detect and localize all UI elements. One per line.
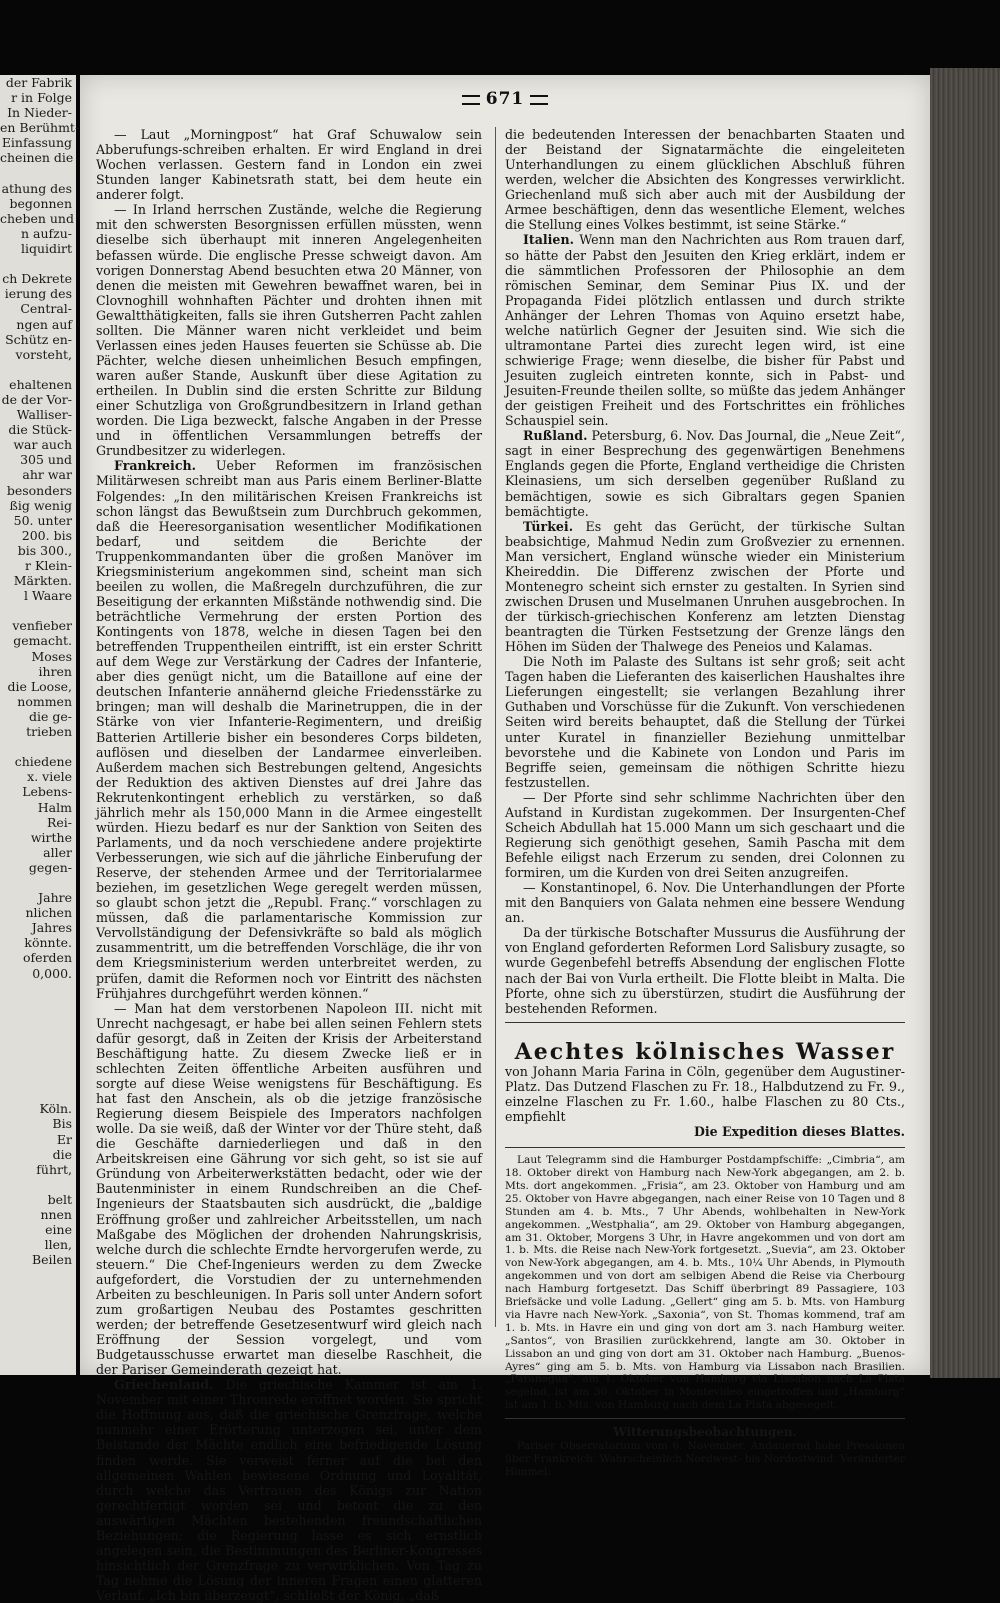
weather-title: Witterungsbeobachtungen. xyxy=(613,1425,797,1440)
article-reforms: Da der türkische Botschafter Mussurus die Ausführung der von England geforderten Reformen Lord Salisbury zusagte, so wurde Gegenbefehl betreffs Absendung der englischen Flotte nach der Bai von Vurla ertheilt. Die Flotte bleibt in Malta. Die Pforte, ohne sich zu überstürzen, studirt die Ausführung der bestehenden Reformen. xyxy=(505,925,905,1016)
margin-fragment: venfieber xyxy=(12,618,72,634)
margin-fragment: ierung des xyxy=(4,286,72,302)
margin-fragment: der Fabrik xyxy=(5,75,72,90)
section-heading: Italien. xyxy=(523,232,574,248)
margin-fragment xyxy=(0,875,76,890)
page-number: 671 xyxy=(430,89,580,109)
margin-fragment: chiedene xyxy=(14,754,72,770)
margin-fragment: en Berühmt- xyxy=(0,120,80,136)
margin-fragment: de der Vor- xyxy=(1,391,72,407)
margin-fragment xyxy=(0,996,76,1011)
margin-fragment: könnte. xyxy=(24,935,72,951)
margin-fragment: Köln. xyxy=(39,1101,72,1117)
margin-fragment: die xyxy=(52,1146,72,1162)
margin-fragment: cheben und xyxy=(0,210,74,226)
margin-fragment: Moses xyxy=(31,648,72,664)
article-sultan: Die Noth im Palaste des Sultans ist sehr groß; seit acht Tagen haben die Lieferanten des kaiserlichen Haushaltes ihre Lieferungen eingestellt; sie verlangen Bezahlung ihrer Guthaben und Vorschüsse für die Zukunft. Von verschiedenen Seiten wird bereits behauptet, daß die Stellung der Türkei unter Kuratel in finanzieller Beziehung unmittelbar bevorstehe und die Kabinete von London und Paris im Begriffe seien, gemeinsam die nöthigen Schritte hiezu festzustellen. xyxy=(505,654,905,790)
margin-fragment: 50. unter xyxy=(13,512,72,528)
article-napoleon: — Man hat dem verstorbenen Napoleon III. nicht mit Unrecht nachgesagt, er habe bei allen seinen Fehlern stets dafür gesorgt, daß in Zeiten der Krisis der Arbeiterstand Beschäftigung hatte. Zu diesem Zwecke ließ er in schlechten Zeiten öffentliche Arbeiten ausführen und sorgte auf diese Weise wenigstens für Beschäftigung. Es hat fast den Anschein, als ob die jetzige französische Regierung diesem Beispiele des Imperators nachfolgen wolle. Da sie weiß, daß der Winter vor der Thüre steht, daß die Geschäfte darniederliegen und daß in den Arbeitskreisen eine Gährung vor sich geht, so ist sie auf Gründung von Arbeiterwerkstätten bedacht, oder wie der Bautenminister in einem Rundschreiben an die Chef-Ingenieurs der Staatsbauten sich ausdrückt, die „baldige Eröffnung großer und zahlreicher Arbeitsstellen, um nach Maßgabe des Möglichen der drohenden Nahrungskrisis, welche durch die schlechte Erndte hervorgerufen werde, zu steuern.“ Die Chef-Ingenieurs werden zu dem Zwecke aufgefordert, die Vorstudien der zu unternehmenden Arbeiten zu beschleunigen. In Paris soll unter Andern sofort zum großartigen Neubau des Postamtes geschritten werden; der betreffende Gesetzesentwurf wird gleich nach Eröffnung der Session vorgelegt, und vom Budgetausschusse erwartet man dieselbe Raschheit, die der Pariser Gemeinderath gezeigt hat. xyxy=(96,1000,482,1378)
article-turkey: Türkei. Es geht das Gerücht, der türkische Sultan beabsichtige, Mahmud Nedin zum Großvezier zu ernennen. Man versichert, England wünsche wieder ein Ministerium Kheireddin. Die Differenz zwischen der Pforte und Montenegro scheint sich ernster zu gestalten. In Syrien sind zwischen Drusen und Muselmanen Unruhen ausgebrochen. In der türkisch-griechischen Konferenz am letzten Dienstag beantragten die Türken Festsetzung der Grenze längs den Höhen im Süden der Thalwege des Peneios und Kalamas. xyxy=(505,518,905,655)
margin-fragment: Jahres xyxy=(31,920,72,936)
margin-fragment: r in Folge xyxy=(11,90,72,106)
margin-fragment: die Stück- xyxy=(8,422,72,438)
margin-fragment: nommen xyxy=(17,693,72,709)
margin-fragment: cheinen die xyxy=(0,150,74,166)
separator xyxy=(505,1147,905,1148)
advert-body: von Johann Maria Farina in Cöln, gegenüber dem Augustiner-Platz. Das Dutzend Flaschen zu Fr. 18., Halbdutzend zu Fr. 9., einzelne Flaschen zu Fr. 1.60., halbe Flaschen zu 80 Cts., empfiehlt xyxy=(505,1063,905,1124)
column-divider xyxy=(495,127,496,1327)
margin-fragment: In Nieder- xyxy=(7,105,72,121)
margin-fragment: gegen- xyxy=(28,859,72,875)
book-edge xyxy=(930,68,1000,1378)
margin-fragment: Walliser- xyxy=(16,407,72,423)
advert-signature: Die Expedition dieses Blattes. xyxy=(693,1124,905,1139)
margin-fragment: führt, xyxy=(36,1161,72,1177)
margin-fragment: 305 und xyxy=(20,452,72,468)
margin-fragment: x. viele xyxy=(27,769,72,785)
margin-fragment: ngen auf xyxy=(16,316,72,332)
margin-fragment xyxy=(0,256,76,271)
margin-fragment xyxy=(0,603,76,618)
margin-fragment: 0,000. xyxy=(32,965,72,981)
margin-fragment: Märkten. xyxy=(13,573,72,589)
margin-fragment: bis 300., xyxy=(17,542,72,558)
margin-fragment: Schütz en- xyxy=(5,331,72,347)
margin-fragment: Jahre xyxy=(38,890,72,906)
margin-fragment: nnen xyxy=(40,1207,72,1223)
margin-fragment: wirthe xyxy=(30,829,72,845)
margin-fragment: begonnen xyxy=(9,195,72,211)
margin-fragment: ßig wenig xyxy=(9,497,72,513)
margin-fragment: gemacht. xyxy=(13,633,72,649)
margin-fragment: 200. bis xyxy=(21,527,72,543)
margin-fragment xyxy=(0,1026,76,1041)
margin-fragment: ahr war xyxy=(22,467,72,483)
article-kurdistan: — Der Pforte sind sehr schlimme Nachrichten über den Aufstand in Kurdistan zugekommen. Der Insurgenten-Chef Scheich Abdullah hat 15.000 Mann um sich geschaart und die Regierung sich genöthigt gesehen, Samih Pascha mit dem Befehle eiligst nach Erzerum zu senden, drei Colonnen zu formiren, um die Kurden von drei Seiten anzugreifen. xyxy=(505,789,905,881)
article-greece: Griechenland. Die griechische Kammer ist am 1. November mit einer Thronrede eröffnet worden. Sie spricht die Hoffnung aus, daß die griechische Grenzfrage, welche nunmehr einer Erörterung unterzogen sei, unter dem Beistande der Mächte endlich eine befriedigende Lösung finden werde. Sie verweist ferner auf die bei den allgemeinen Wahlen bewiesene Ordnung und Loyalität, durch welche das Vertrauen des Königs zur Nation gerechtfertigt worden sei und betont die zu den auswärtigen Mächten bestehenden freundschaftlichen Beziehungen; die Regierung lasse es sich ernstlich angelegen sein, die Bestimmungen des Berliner-Kongresses hinsichtlich der Grenzfrage zu verwirklichen. Von Tag zu Tag nehme die Lösung der inneren Fragen einen glatteren Verlauf. „Ich bin überzeugt“, schließt der König, „daß xyxy=(96,1377,482,1603)
margin-fragment: trieben xyxy=(26,724,72,740)
shipping-telegram: Laut Telegramm sind die Hamburger Postdampfschiffe: „Cimbria“, am 18. Oktober direkt von Hamburg nach New-York abgegangen, am 2. b. Mts. dort angekommen. „Frisia“, am 23. Oktober von Hamburg und am 25. Oktober von Havre abgegangen, nach einer Reise von 10 Tagen und 8 Stunden am 4. b. Mts., 7 Uhr Abends, wohlbehalten in New-York angekommen. „Westphalia“, am 29. Oktober von Hamburg abgegangen, am 31. Oktober, Morgens 3 Uhr, in Havre angekommen und von dort am 1. b. Mts. die Reise nach New-York fortgesetzt. „Suevia“, am 23. Oktober von New-York abgegangen, am 4. b. Mts., 10¼ Uhr Abends, in Plymouth angekommen und von dort am selbigen Abend die Reise via Cherbourg nach Hamburg fortgesetzt. Das Schiff überbringt 89 Passagiere, 103 Briefsäcke und volle Ladung. „Gellert“ ging am 5. b. Mts. von Hamburg via Havre nach New-York. „Saxonia“, von St. Thomas kommend, traf am 1. b. Mts. in Havre ein und ging von dort am 3. nach Hamburg weiter. „Santos“, von Brasilien zurückkehrend, langte am 30. Oktober in Lissabon an und ging von dort am 31. Oktober nach Hamburg. „Buenos-Ayres“ ging am 5. b. Mts. von Hamburg via Lissabon nach Brasilien. „Paranagua“, am 1. Oktober von Hamburg via Lissabon nach La Plata segelnd, ist am 30. Oktober in Montevideo eingetroffen und „Hamburg“ ist am 1. b. Mts. von Hamburg nach dem La Plata abgesegelt. xyxy=(505,1154,905,1412)
margin-fragment: n aufzu- xyxy=(20,225,72,241)
margin-fragment xyxy=(0,166,76,181)
margin-fragment: nlichen xyxy=(25,905,72,921)
article-greece-cont: die bedeutenden Interessen der benachbarten Staaten und der Beistand der Signatarmächte die eingeleiteten Unterhandlungen zu einem glücklichen Abschluß führen werden, welcher die Absichten des Kongresses verwirklicht. Griechenland muß sich aber auch mit der Ausbildung der Armee beschäftigen, denn das wesentliche Element, welches die Stellung eines Volkes bestimmt, ist seine Stärke.“ xyxy=(505,127,905,233)
margin-fragment xyxy=(0,1056,76,1071)
margin-fragment: vorsteht, xyxy=(15,346,72,362)
margin-fragment: besonders xyxy=(6,482,72,498)
margin-fragment xyxy=(0,1071,76,1086)
margin-fragment: oferden xyxy=(23,950,72,966)
article-italy: Italien. Wenn man den Nachrichten aus Rom trauen darf, so hätte der Pabst den Jesuiten den Krieg erklärt, indem er die sämmtlichen Professoren der Philosophie an dem römischen Seminar, dem Seminar Pius IX. und der Propaganda Fidei plötzlich entlassen und durch strikte Anhänger der Lehren Thomas von Aquino ersetzt habe, welche natürlich Gegner der Jesuiten sind. Wie sich die ultramontane Partei dies zurecht legen wird, ist eine schwierige Frage; wenn dieselbe, die bisher für Pabst und Jesuiten zugleich eintreten konnte, sich in Pabst- und Jesuiten-Freunde theilen sollte, so müßte das jedem Anhänger der geistigen Freiheit und des Fortschrittes ein fröhliches Schauspiel sein. xyxy=(505,232,905,429)
margin-fragment: ch Dekrete xyxy=(2,271,72,287)
margin-fragment: athung des xyxy=(1,180,72,196)
newspaper-page xyxy=(80,75,930,1603)
margin-fragment: Rei- xyxy=(46,814,72,830)
article-russia: Rußland. Petersburg, 6. Nov. Das Journal, die „Neue Zeit“, sagt in einer Besprechung des gegenwärtigen Benehmens Englands gegen die Pforte, England vertheidige die Christen Kleinasiens, um sich derselben gegenüber Rußland zu bemächtigen, sowie es sich Gibraltars gegen Spanien bemächtigte. xyxy=(505,428,905,519)
article-england-1: — Laut „Morningpost“ hat Graf Schuwalow sein Abberufungs-schreiben erhalten. Er wird England in drei Wochen verlassen. Gestern fand in London ein zwei Stunden langer Kabinetsrath statt, bei dem heute ein anderer folgt. xyxy=(96,127,482,203)
margin-fragment: llen, xyxy=(44,1237,72,1253)
margin-fragment xyxy=(0,739,76,754)
margin-fragment: ihren xyxy=(38,663,72,679)
margin-fragment: Einfassung xyxy=(1,135,72,151)
margin-fragment xyxy=(0,1177,76,1192)
margin-fragment: aller xyxy=(43,844,72,860)
section-heading: Griechenland. xyxy=(114,1377,214,1393)
margin-fragment xyxy=(0,1011,76,1026)
margin-fragment: liquidirt xyxy=(20,241,72,257)
column-right xyxy=(505,127,905,1479)
article-constantinople: — Konstantinopel, 6. Nov. Die Unterhandlungen der Pforte mit den Banquiers von Galata nehmen eine bessere Wendung an. xyxy=(505,880,905,926)
margin-fragment: ehaltenen xyxy=(9,376,72,392)
advert-title: Aechtes kölnisches Wasser xyxy=(514,1038,896,1065)
margin-fragment xyxy=(0,981,76,996)
margin-fragment: war auch xyxy=(13,437,72,453)
section-heading: Türkei. xyxy=(523,518,574,534)
margin-fragment: l Waare xyxy=(23,588,72,604)
margin-fragment: Halm xyxy=(37,799,72,815)
margin-fragment: Beilen xyxy=(31,1252,72,1268)
margin-fragment xyxy=(0,362,76,377)
margin-fragment: Bis xyxy=(52,1116,72,1132)
margin-fragment xyxy=(0,1041,76,1056)
margin-fragment: die Loose, xyxy=(7,678,72,694)
article-france: Frankreich. Ueber Reformen im französischen Militärwesen schreibt man aus Paris einem Berliner-Blatte Folgendes: „In den militärischen Kreisen Frankreichs ist schon längst das Bewußtsein zum Durchbruch gekommen, daß die Heeresorganisation wesentlicher Modifikationen bedarf, und seitdem die Berichte der Truppenkommandanten über die großen Manöver im Kriegsministerium angekommen sind, scheint man sich beeilen zu wollen, die Maßregeln durchzuführen, die zur Beseitigung der erkannten Mißstände nothwendig sind. Die beträchtliche Vermehrung der ersten Portion des Kontingents von 1878, welche in diesen Tagen bei den betreffenden Truppentheilen eintrifft, ist ein erster Schritt auf dem Wege zur Verstärkung der Cadres der Infanterie, aber dies genügt nicht, um die Bataillone auf eine der deutschen Infanterie annähernd gleiche Friedensstärke zu bringen; man will deshalb die Marinetruppen, die in der Stärke von vier Infanterie-Regimentern, und dreißig Batterien Artillerie bisher ein besonderes Corps bildeten, auflösen und dieselben der Landarmee einverleiben. Außerdem machen sich Bestrebungen geltend, Angesichts der Reduktion des aktiven Dienstes auf drei Jahre das Rekrutenkontingent erheblich zu verstärken, so daß jährlich mehr als 150,000 Mann in die Armee eingestellt würden. Hiezu bedarf es nur der Sanktion von Seiten des Parlaments, und da noch verschiedene andere projektirte Verbesserungen, wie sich auf die jährliche Einberufung der Reserve, der stehenden Armee und der Territorialarmee beziehen, im gesetzlichen Wege geregelt werden müssen, so glaubt schon jetzt die „Republ. Franç.“ vorschlagen zu müssen, daß die parlamentarische Kommission zur Vervollständigung der Defensivkräfte so bald als möglich zusammentritt, um die betreffenden Vorschläge, die ihr von dem Kriegsministerium werden unterbreitet werden, zu prüfen, damit die Reformen noch vor Eintritt des nächsten Frühjahres durchgeführt werden können.“ xyxy=(96,458,482,1001)
column-left xyxy=(96,127,482,1603)
article-ireland: — In Irland herrschen Zustände, welche die Regierung mit den schwersten Besorgnissen erfüllen müssten, wenn dieselbe sich überhaupt mit inneren Angelegenheiten befassen würde. Die englische Presse schweigt davon. Am vorigen Donnerstag Abend besuchten etwa 20 Männer, von denen die meisten mit Gewehren bewaffnet waren, bei in Clovnoghill wohnhaften Pächter und drohten ihnen mit Gewaltthätigkeiten, falls sie ihren Gutsherren Pacht zahlen sollten. Die Männer waren nicht verkleidet und beim Verlassen eines jeden Hauses feuerten sie Schüsse ab. Die Pächter, welche diesen unheimlichen Besuch empfingen, waren außer Stande, Auskunft über diese Agitation zu ertheilen. In Dublin sind die ersten Schritte zur Bildung einer Schutzliga von Großgrundbesitzern in Irland gethan worden. Die Liga bezweckt, falsche Angaben in der Presse und in öffentlichen Versammlungen betreffs der Grundbesitzer zu widerlegen. xyxy=(96,202,482,459)
left-page-fragment xyxy=(0,75,80,1375)
margin-fragment: die ge- xyxy=(29,708,72,724)
separator xyxy=(505,1418,905,1419)
margin-fragment: Er xyxy=(56,1131,72,1147)
margin-fragment: eine xyxy=(45,1222,72,1238)
margin-fragment xyxy=(0,1086,76,1101)
margin-fragment: r Klein- xyxy=(25,558,72,573)
margin-fragment: belt xyxy=(47,1191,72,1207)
weather-report: Pariser Observatorium vom 6. November. Andauernd hohe Pressionen über Frankreich. Wahrscheinlich Nordwest- bis Nordostwind. Veränderter Himmel. xyxy=(505,1440,905,1479)
section-heading: Frankreich. xyxy=(114,458,197,474)
margin-fragment: Central- xyxy=(20,301,72,317)
separator xyxy=(505,1022,905,1023)
margin-fragment: Lebens- xyxy=(22,784,72,800)
section-heading: Rußland. xyxy=(523,428,588,444)
